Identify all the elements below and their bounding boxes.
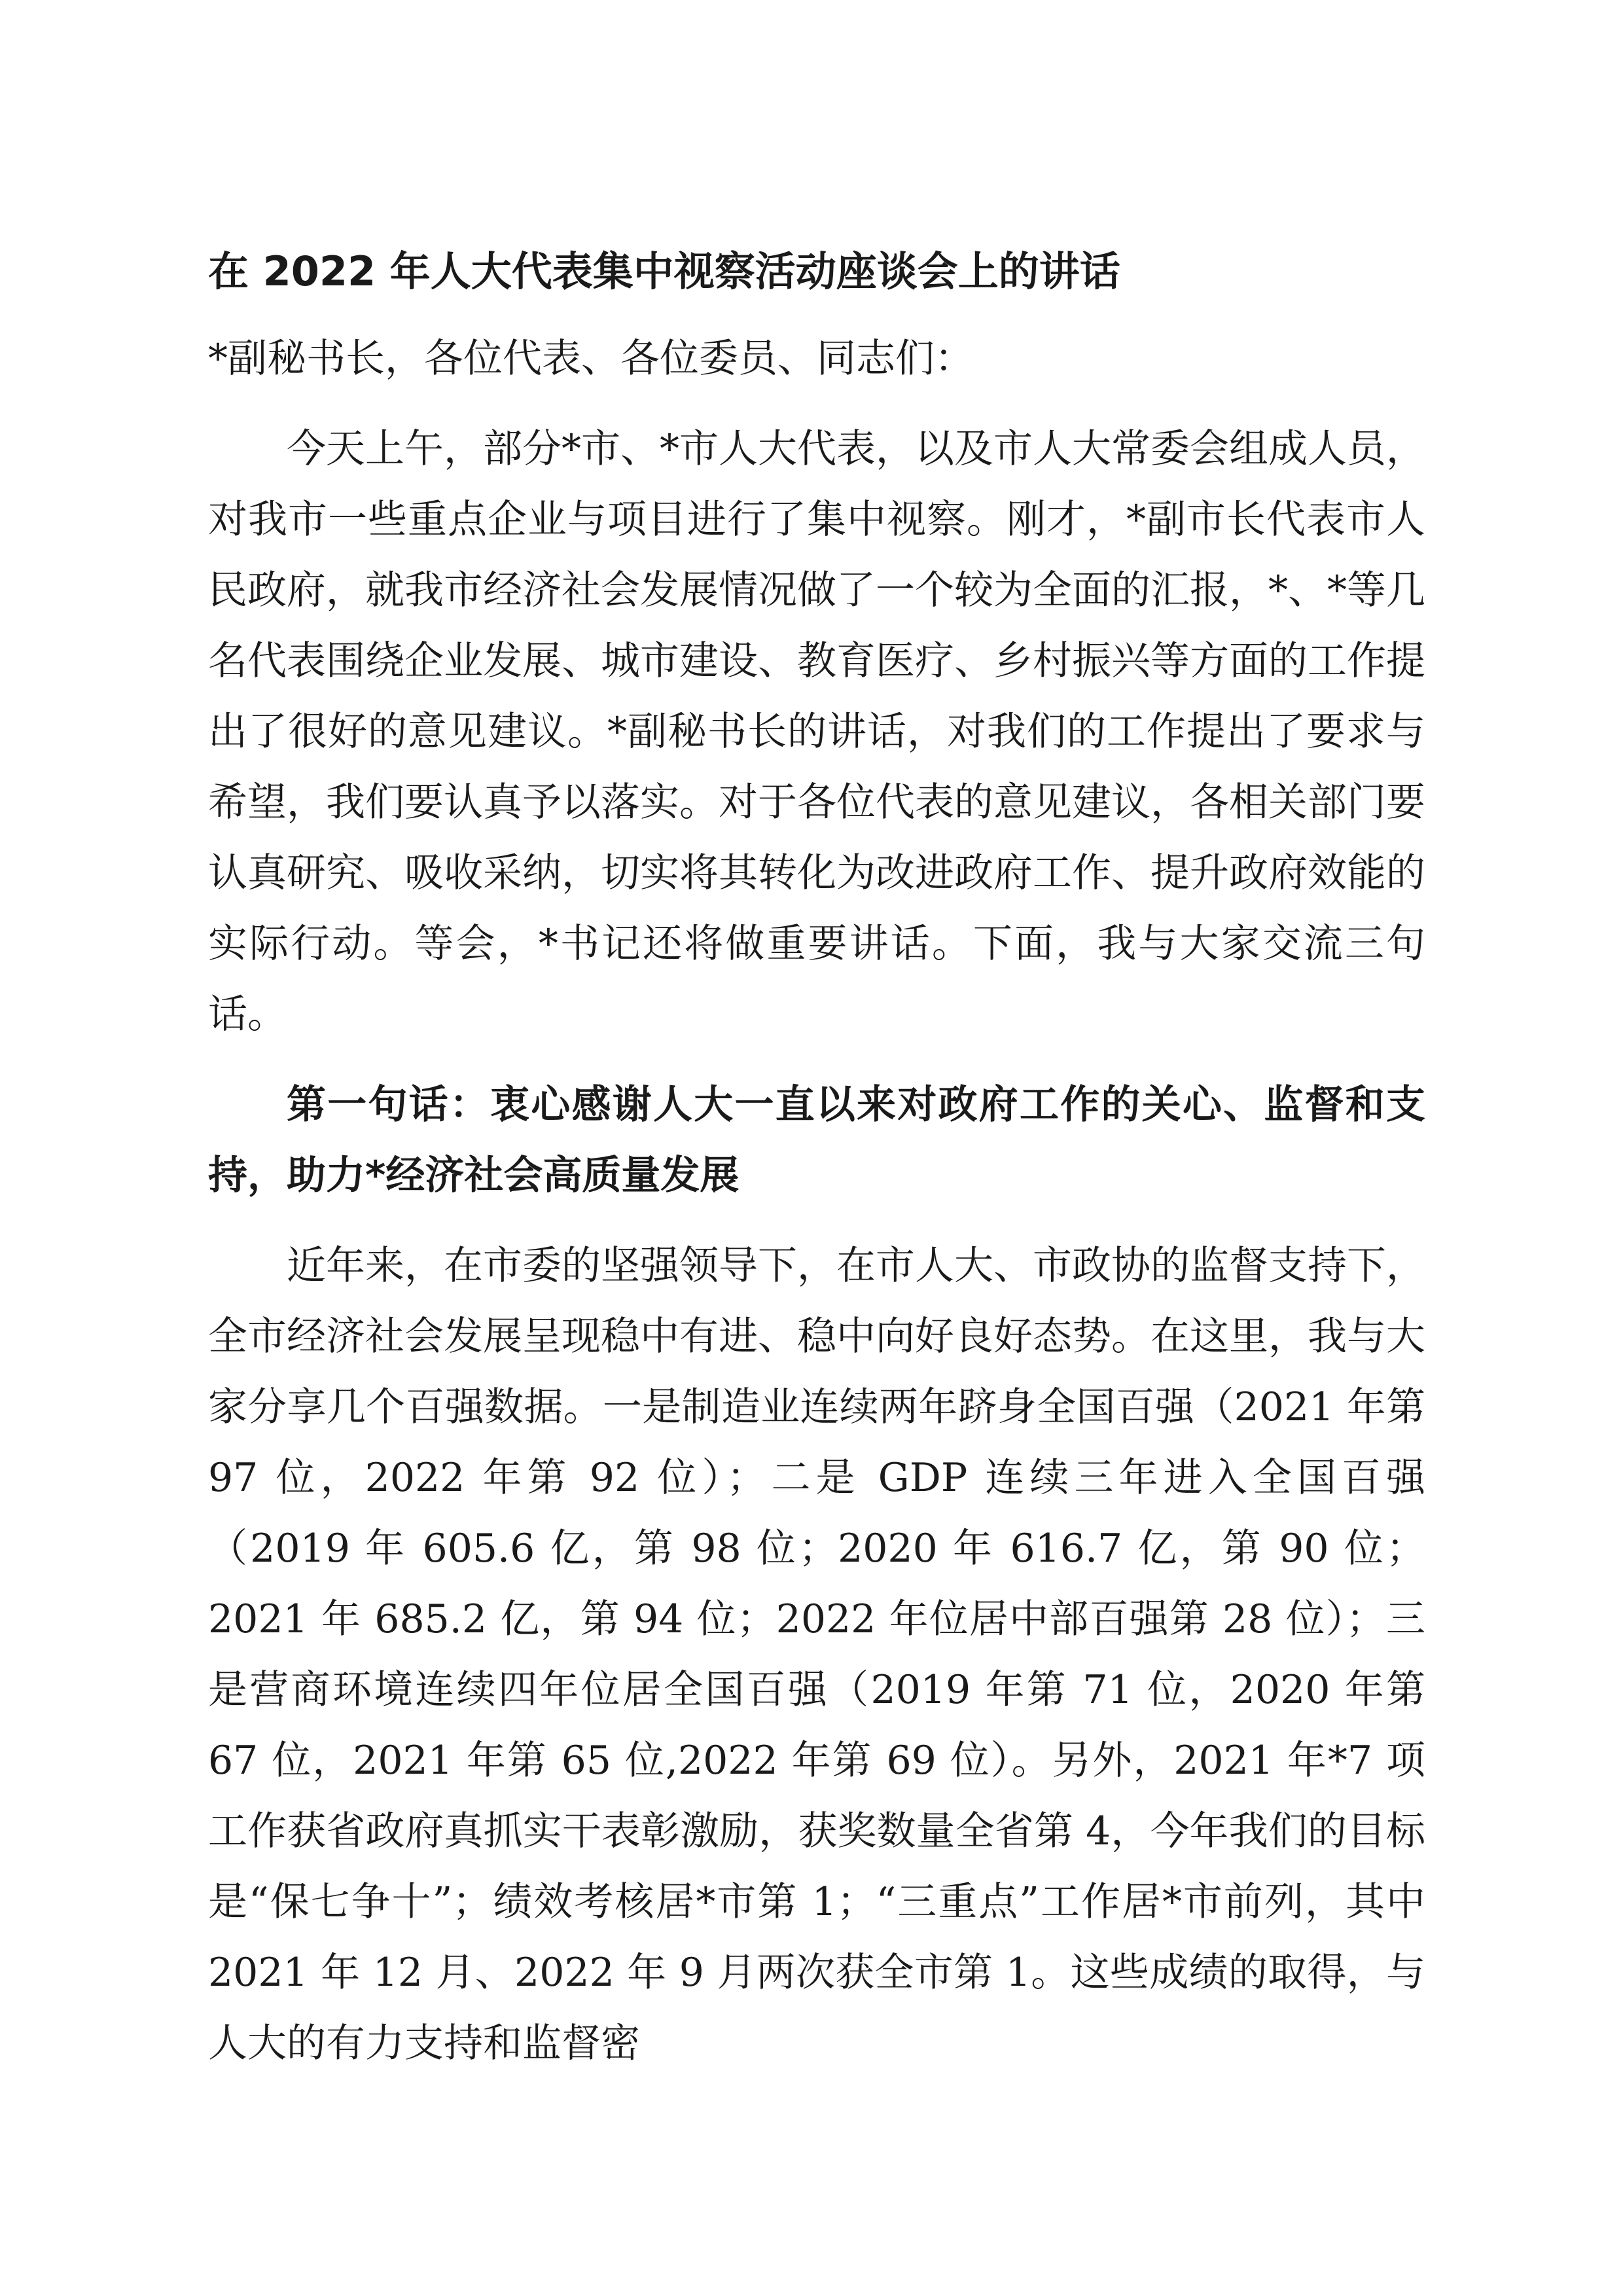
section-heading-1: 第一句话：衷心感谢人大一直以来对政府工作的关心、监督和支持，助力*经济社会高质量发展 [208, 1082, 1425, 1198]
paragraph-achievements: 近年来，在市委的坚强领导下，在市人大、市政协的监督支持下，全市经济社会发展呈现稳中有进、稳中向好良好态势。在这里，我与大家分享几个百强数据。一是制造业连续两年跻身全国百强（2021 年第 97 位，2022 年第 92 位）；二是 GDP 连续三年进入全国百强（2019 年 605.6 亿，第 98 位；2020 年 616.7 亿，第 90 位；2021 年 685.2 亿，第 94 位；2022 年位居中部百强第 28 位）；三是营商环境连续四年位居全国百强（2019 年第 71 位，2020 年第 67 位，2021 年第 65 位,2022 年第 69 位）。另外，2021 年*7 项工作获省政府真抓实干表彰激励，获奖数量全省第 4，今年我们的目标是“保七争十”；绩效考核居*市第 1；“三重点”工作居*市前列，其中 2021 年 12 月、2022 年 9 月两次获全市第 1。这些成绩的取得，与人大的有力支持和监督密 [208, 1243, 1425, 2066]
paragraph-intro: 今天上午，部分*市、*市人大代表，以及市人大常委会组成人员，对我市一些重点企业与项目进行了集中视察。刚才，*副市长代表市人民政府，就我市经济社会发展情况做了一个较为全面的汇报，*、*等几名代表围绕企业发展、城市建设、教育医疗、乡村振兴等方面的工作提出了很好的意见建议。*副秘书长的讲话，对我们的工作提出了要求与希望，我们要认真予以落实。对于各位代表的意见建议，各相关部门要认真研究、吸收采纳，切实将其转化为改进政府工作、提升政府效能的实际行动。等会，*书记还将做重要讲话。下面，我与大家交流三句话。 [208, 426, 1425, 1037]
document-page [208, 236, 1425, 2098]
salutation: *副秘书长，各位代表、各位委员、同志们： [208, 336, 974, 382]
document-title: 在 2022 年人大代表集中视察活动座谈会上的讲话 [208, 247, 1120, 295]
